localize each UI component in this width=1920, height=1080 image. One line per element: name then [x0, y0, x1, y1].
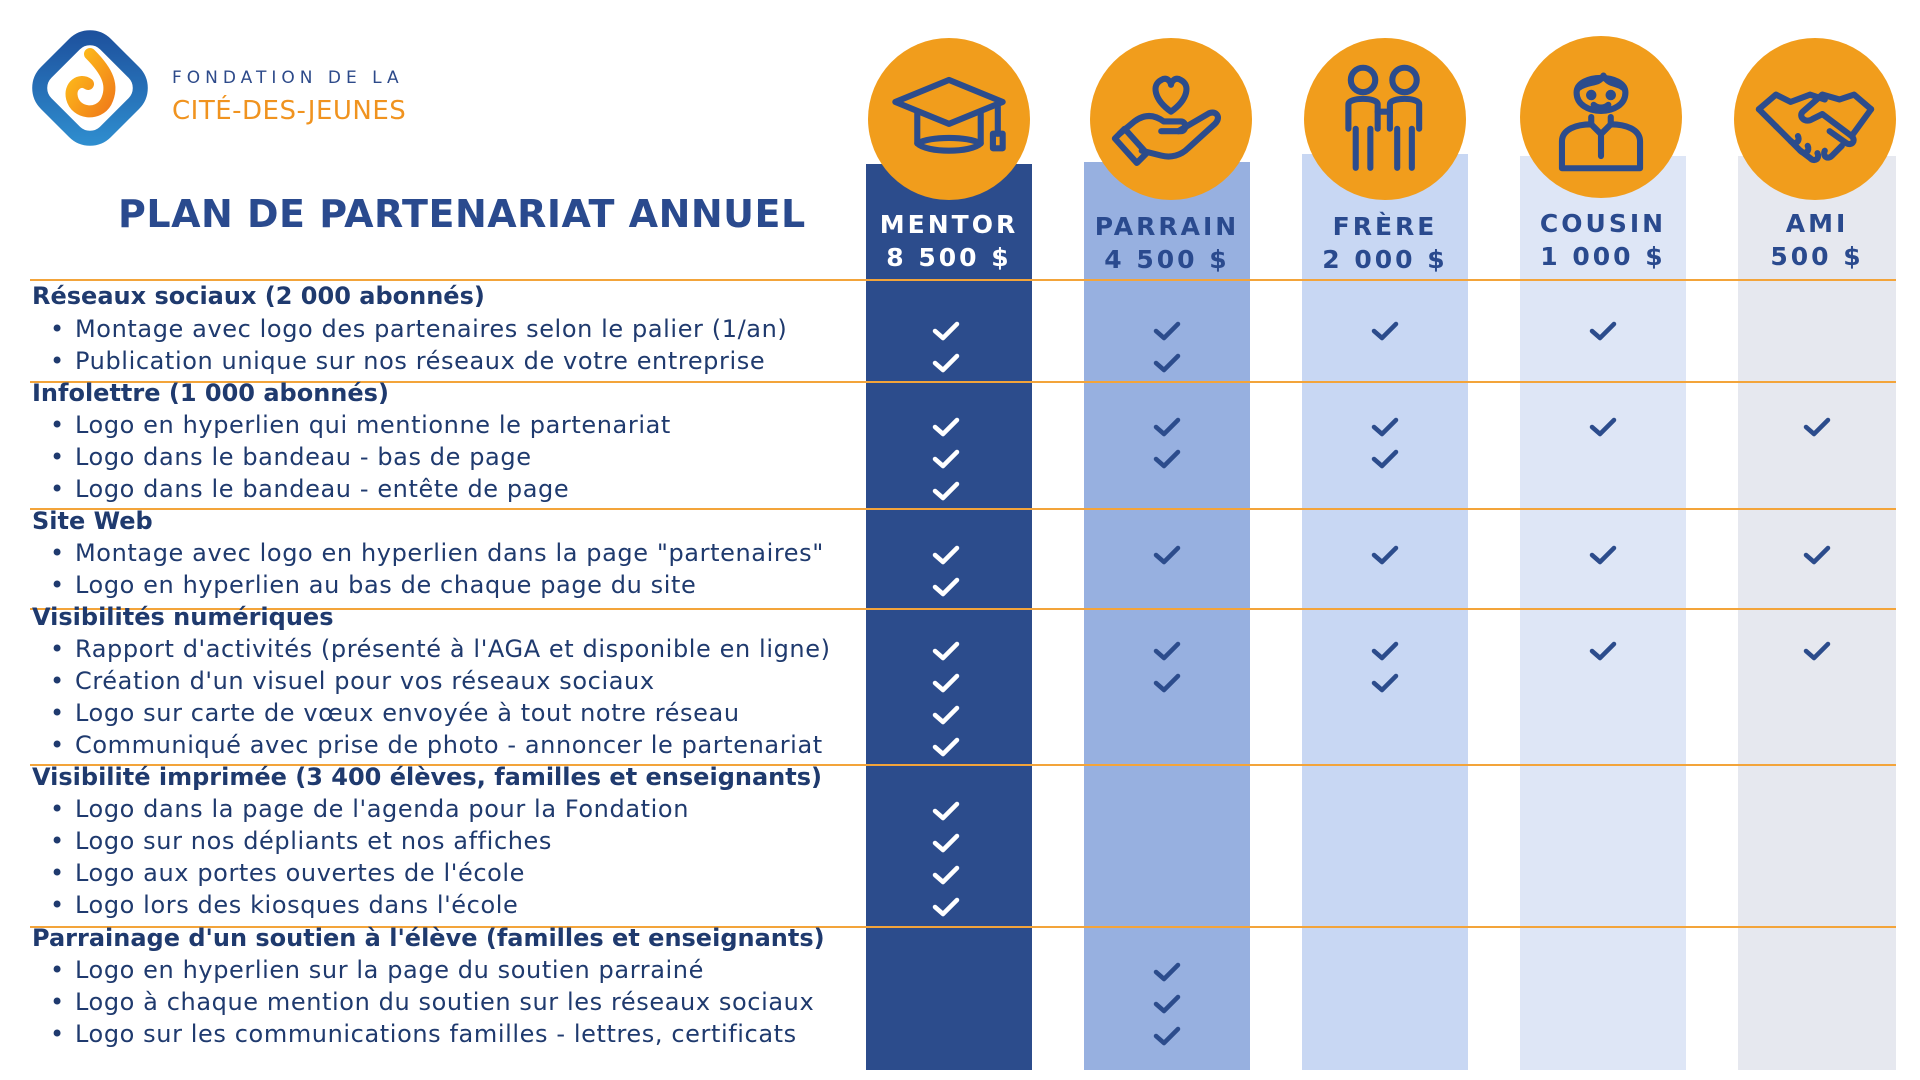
- checkmark-icon: [1151, 1024, 1183, 1048]
- tier-name-parrain: PARRAIN: [1094, 212, 1240, 241]
- tier-column-cousin-bg: [1520, 156, 1686, 1070]
- tier-column-frere: [1302, 0, 1468, 1070]
- bullet: •: [50, 1020, 65, 1048]
- bullet: •: [50, 731, 65, 759]
- benefit-item: [50, 956, 704, 984]
- benefit-item: [50, 859, 525, 887]
- benefit-item: [50, 988, 814, 1016]
- checkmark-icon: [1151, 543, 1183, 567]
- bullet: •: [50, 347, 65, 375]
- tier-price-ami: 500 $: [1770, 242, 1864, 271]
- checkmark-icon: [1151, 671, 1183, 695]
- tier-column-parrain: [1084, 0, 1250, 1070]
- checkmark-icon: [930, 447, 962, 471]
- section-title-print: Visibilité imprimée (3 400 élèves, familles et enseignants): [32, 763, 822, 791]
- benefit-item: [50, 827, 552, 855]
- checkmark-icon: [930, 895, 962, 919]
- tier-column-mentor-bg: [866, 164, 1032, 1070]
- tier-price-parrain: 4 500 $: [1104, 245, 1230, 274]
- benefit-item: [50, 635, 831, 663]
- benefit-item: [50, 891, 518, 919]
- benefit-text: Logo en hyperlien sur la page du soutien parrainé: [75, 956, 704, 984]
- checkmark-icon: [930, 351, 962, 375]
- checkmark-icon: [1801, 543, 1833, 567]
- boy-icon: [1540, 56, 1662, 178]
- checkmark-icon: [930, 319, 962, 343]
- tier-name-mentor: MENTOR: [879, 210, 1019, 239]
- tier-column-cousin: [1520, 0, 1686, 1070]
- tier-column-ami: [1738, 0, 1896, 1070]
- checkmark-icon: [1151, 639, 1183, 663]
- logo-text-line1: FONDATION DE LA: [172, 68, 404, 88]
- benefit-text: Logo sur nos dépliants et nos affiches: [75, 827, 553, 855]
- checkmark-icon: [1151, 447, 1183, 471]
- benefit-item: [50, 731, 823, 759]
- benefit-text: Logo dans la page de l'agenda pour la Fondation: [75, 795, 690, 823]
- checkmark-icon: [1369, 671, 1401, 695]
- checkmark-icon: [1369, 447, 1401, 471]
- checkmark-icon: [1801, 639, 1833, 663]
- tier-column-frere-bg: [1302, 154, 1468, 1070]
- section-title-sponsorship: Parrainage d'un soutien à l'élève (familles et enseignants): [32, 924, 825, 952]
- tier-price-frere: 2 000 $: [1322, 245, 1448, 274]
- bullet: •: [50, 795, 65, 823]
- bullet: •: [50, 956, 65, 984]
- bullet: •: [50, 411, 65, 439]
- bullet: •: [50, 443, 65, 471]
- benefit-item: [50, 475, 569, 503]
- checkmark-icon: [1801, 415, 1833, 439]
- benefit-text: Logo en hyperlien qui mentionne le partenariat: [75, 411, 671, 439]
- benefit-text: Publication unique sur nos réseaux de votre entreprise: [75, 347, 766, 375]
- benefit-item: [50, 795, 689, 823]
- benefit-text: Création d'un visuel pour vos réseaux sociaux: [75, 667, 655, 695]
- benefit-text: Logo dans le bandeau - entête de page: [75, 475, 570, 503]
- checkmark-icon: [1369, 543, 1401, 567]
- bullet: •: [50, 539, 65, 567]
- checkmark-icon: [930, 831, 962, 855]
- benefit-text: Logo sur carte de vœux envoyée à tout notre réseau: [75, 699, 740, 727]
- benefit-text: Montage avec logo en hyperlien dans la page "partenaires": [75, 539, 824, 567]
- two-people-icon: [1324, 58, 1446, 180]
- tier-icon-badge-mentor: [868, 38, 1030, 200]
- logo-text-line2: CITÉ-DES-JEUNES: [172, 96, 407, 126]
- benefit-item: [50, 699, 740, 727]
- checkmark-icon: [1151, 351, 1183, 375]
- section-title-social: Réseaux sociaux (2 000 abonnés): [32, 282, 485, 310]
- checkmark-icon: [930, 703, 962, 727]
- checkmark-icon: [930, 415, 962, 439]
- checkmark-icon: [930, 799, 962, 823]
- benefit-item: [50, 539, 824, 567]
- checkmark-icon: [930, 639, 962, 663]
- benefit-item: [50, 443, 532, 471]
- checkmark-icon: [930, 735, 962, 759]
- checkmark-icon: [1151, 960, 1183, 984]
- benefit-text: Logo en hyperlien au bas de chaque page du site: [75, 571, 697, 599]
- bullet: •: [50, 635, 65, 663]
- tier-price-mentor: 8 500 $: [886, 243, 1012, 272]
- benefit-item: [50, 347, 765, 375]
- section-divider: [30, 279, 1896, 281]
- handshake-icon: [1754, 58, 1876, 180]
- bullet: •: [50, 891, 65, 919]
- tier-price-cousin: 1 000 $: [1540, 242, 1666, 271]
- checkmark-icon: [930, 671, 962, 695]
- benefit-text: Logo sur les communications familles - lettres, certificats: [75, 1020, 797, 1048]
- checkmark-icon: [1587, 543, 1619, 567]
- bullet: •: [50, 699, 65, 727]
- graduation-cap-icon: [888, 58, 1010, 180]
- tier-icon-badge-parrain: [1090, 38, 1252, 200]
- bullet: •: [50, 988, 65, 1016]
- checkmark-icon: [930, 479, 962, 503]
- foundation-logo: [30, 28, 450, 148]
- section-title-newsletter: Infolettre (1 000 abonnés): [32, 379, 389, 407]
- bullet: •: [50, 667, 65, 695]
- tier-name-frere: FRÈRE: [1332, 212, 1438, 241]
- tier-column-ami-bg: [1738, 156, 1896, 1070]
- foundation-logo-icon: [30, 28, 150, 148]
- benefit-item: [50, 667, 655, 695]
- hand-heart-icon: [1110, 58, 1232, 180]
- checkmark-icon: [1151, 415, 1183, 439]
- benefit-item: [50, 315, 787, 343]
- checkmark-icon: [930, 543, 962, 567]
- checkmark-icon: [1587, 319, 1619, 343]
- checkmark-icon: [1587, 639, 1619, 663]
- benefit-text: Logo à chaque mention du soutien sur les réseaux sociaux: [75, 988, 815, 1016]
- benefit-text: Rapport d'activités (présenté à l'AGA et disponible en ligne): [75, 635, 831, 663]
- section-divider: [30, 508, 1896, 510]
- benefit-text: Logo aux portes ouvertes de l'école: [75, 859, 526, 887]
- benefit-item: [50, 411, 671, 439]
- tier-column-parrain-bg: [1084, 162, 1250, 1070]
- checkmark-icon: [1369, 415, 1401, 439]
- bullet: •: [50, 315, 65, 343]
- checkmark-icon: [1369, 319, 1401, 343]
- benefit-text: Communiqué avec prise de photo - annoncer le partenariat: [75, 731, 823, 759]
- benefit-item: [50, 1020, 797, 1048]
- checkmark-icon: [1151, 992, 1183, 1016]
- tier-icon-badge-ami: [1734, 38, 1896, 200]
- checkmark-icon: [1587, 415, 1619, 439]
- benefit-text: Logo dans le bandeau - bas de page: [75, 443, 532, 471]
- benefit-text: Montage avec logo des partenaires selon le palier (1/an): [75, 315, 788, 343]
- benefit-item: [50, 571, 696, 599]
- tier-icon-badge-cousin: [1520, 36, 1682, 198]
- checkmark-icon: [1369, 639, 1401, 663]
- bullet: •: [50, 571, 65, 599]
- bullet: •: [50, 859, 65, 887]
- bullet: •: [50, 827, 65, 855]
- bullet: •: [50, 475, 65, 503]
- benefit-text: Logo lors des kiosques dans l'école: [75, 891, 519, 919]
- checkmark-icon: [1151, 319, 1183, 343]
- section-title-digital: Visibilités numériques: [32, 603, 334, 631]
- checkmark-icon: [930, 575, 962, 599]
- page-title: PLAN DE PARTENARIAT ANNUEL: [118, 192, 806, 236]
- tier-name-ami: AMI: [1785, 209, 1849, 238]
- checkmark-icon: [930, 863, 962, 887]
- tier-icon-badge-frere: [1304, 38, 1466, 200]
- tier-name-cousin: COUSIN: [1539, 209, 1667, 238]
- section-title-website: Site Web: [32, 507, 153, 535]
